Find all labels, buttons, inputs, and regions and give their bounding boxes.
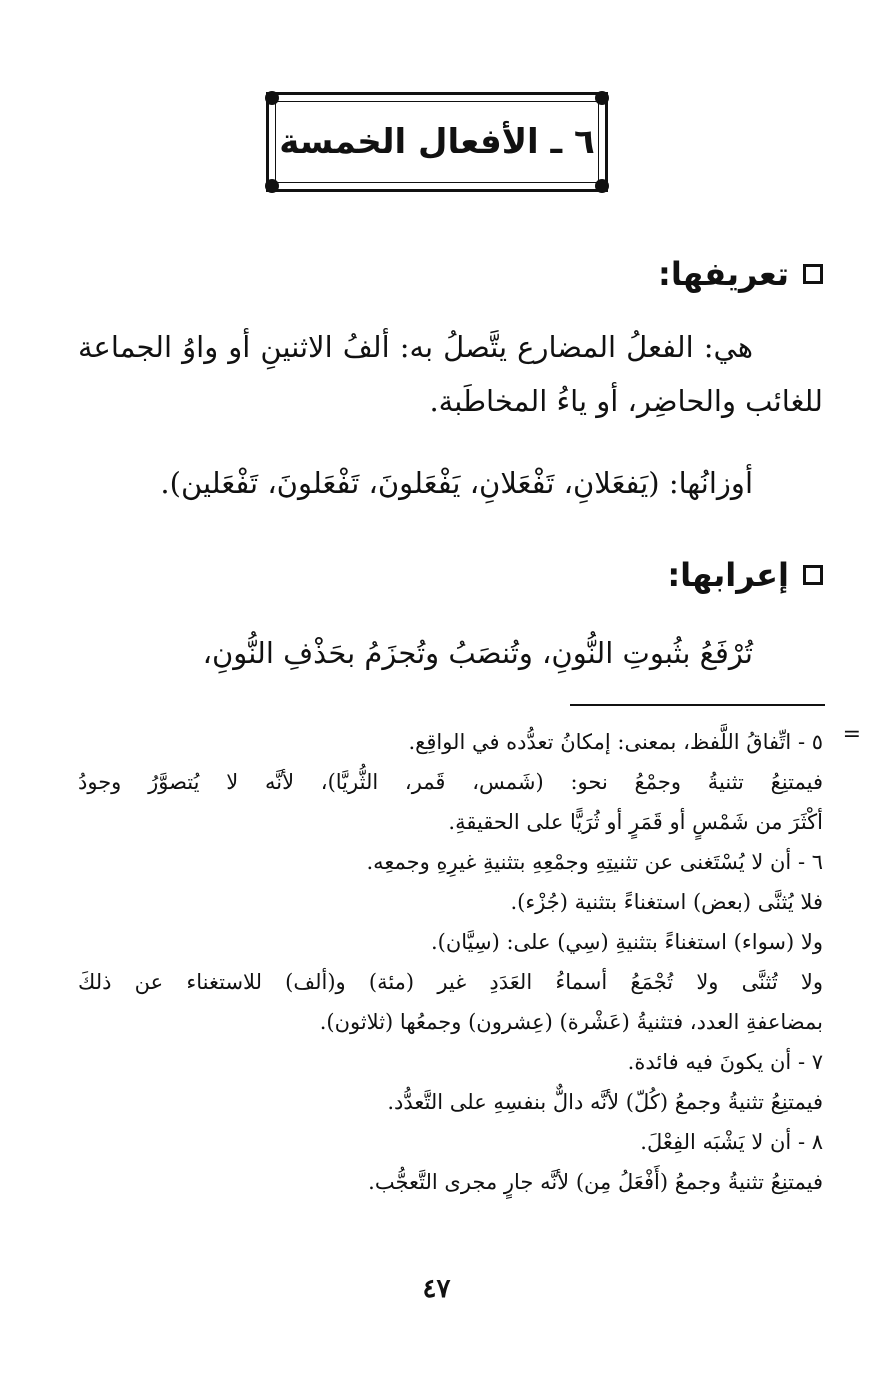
square-bullet-icon (803, 264, 823, 284)
chapter-title-frame (266, 92, 608, 192)
footnotes (78, 722, 861, 1202)
footnote-line: ٧ - أن يكونَ فيه فائدة. (627, 1050, 823, 1074)
section-heading-parsing (667, 556, 823, 594)
footnote-line: فيمتنِعُ تثنيةُ وجمعُ (أَفْعَلُ مِن) لأنَّه جارٍ مجرى التَّعجُّب. (368, 1170, 823, 1194)
footnote-line: بمضاعفةِ العدد، فتثنيةُ (عَشْرة) (عِشرون) وجمعُها (ثلاثون). (319, 1010, 823, 1034)
footnote-divider (570, 704, 825, 706)
footnote-line: أكْثَرَ من شَمْسٍ أو قَمَرٍ أو ثُرَيًّا على الحقيقةِ. (448, 810, 823, 834)
page-number: ٤٧ (422, 1274, 451, 1304)
chapter-title-inner-border (275, 101, 599, 183)
definition-paragraph: هي: الفعلُ المضارع يتَّصلُ به: ألفُ الاثنينِ أو واوُ الجماعة للغائب والحاضِر، أو ياءُ المخاطَبة. (78, 330, 823, 418)
section-heading-text: إعرابها: (667, 556, 789, 594)
forms-paragraph: أوزانُها: (يَفعَلانِ، تَفْعَلانِ، يَفْعَلونَ، تَفْعَلونَ، تَفْعَلين). (160, 466, 753, 500)
footnote-line: ولا تُثنَّى ولا تُجْمَعُ أسماءُ العَدَدِ غير (مئة) و(ألف) للاستغناء عن ذلكَ (78, 970, 823, 994)
footnote-line: ولا (سواء) استغناءً بتثنيةِ (سِي) على: (سِيَّان). (430, 930, 823, 954)
footnote-line: ٨ - أن لا يَشْبَه الفِعْلَ. (640, 1130, 823, 1154)
footnote-line: ٥ - اتِّفاقُ اللَّفظ، بمعنى: إمكانُ تعدُّده في الواقِع. (408, 730, 823, 754)
footnote-line: فيمتنِعُ تثنيةُ وجمْعُ نحو: (شَمس، قَمر، الثُّريَّا)، لأنَّه لا يُتصوَّرُ وجودُ (78, 770, 823, 794)
parsing-paragraph: تُرْفَعُ بثُبوتِ النُّونِ، وتُنصَبُ وتُجزَمُ بحَذْفِ النُّونِ، (202, 636, 753, 670)
section-heading-definition (658, 255, 823, 293)
section-heading-text: تعريفها: (658, 255, 789, 293)
footnote-line: فلا يُثنَّى (بعض) استغناءً بتثنية (جُزْء). (510, 890, 823, 914)
frame-corner-ornament-icon (595, 91, 609, 105)
frame-corner-ornament-icon (595, 179, 609, 193)
frame-corner-ornament-icon (265, 91, 279, 105)
chapter-title: ٦ ـ الأفعال الخمسة (279, 122, 595, 162)
footnote-line: فيمتنِعُ تثنيةُ وجمعُ (كُلّ) لأنَّه دالٌّ بنفسِهِ على التَّعدُّد. (387, 1090, 823, 1114)
footnote-continuation-mark: = (842, 722, 861, 747)
square-bullet-icon (803, 565, 823, 585)
frame-corner-ornament-icon (265, 179, 279, 193)
footnote-line: ٦ - أن لا يُسْتَغنى عن تثنيتِهِ وجمْعِهِ بتثنيةِ غيرِهِ وجمعِه. (366, 850, 823, 874)
